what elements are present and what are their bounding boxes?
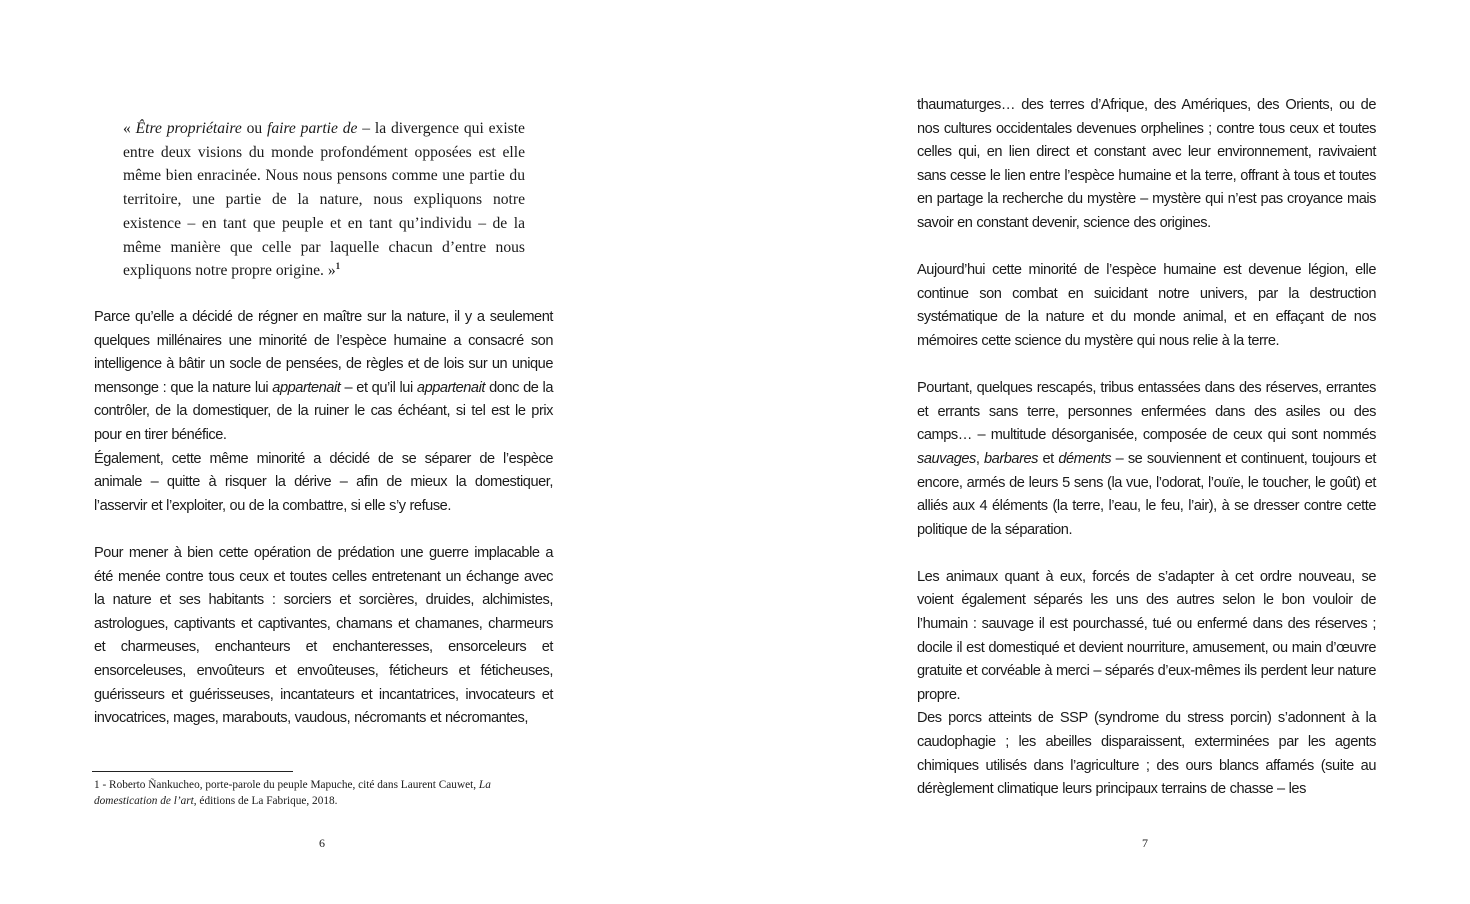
footnote-reference: 1 — [335, 261, 341, 272]
paragraph: Pourtant, quelques rescapés, tribus entassées dans des réserves, errantes et errants sans terre, personnes enfermées dans des asiles ou des camps… – multitude désorganisée, composée de ceux qui sont nommés sauvages, barbares et déments – se souviennent et continuent, toujours et encore, armés de leurs 5 sens (la vue, l’odorat, l’ouïe, le toucher, le goût) et alliés aux 4 éléments (la terre, l’eau, le feu, l’air), à se dresser contre cette politique de la séparation. — [917, 380, 1376, 538]
paragraph: Pour mener à bien cette opération de prédation une guerre implacable a été menée contre tous ceux et toutes celles entretenant un échange avec la nature et ses habitants : sorciers et sorcières, druides, alchimistes, astrologues, captivants et captivantes, chamans et chamanes, charmeurs et charmeuses, enchanteurs et enchanteresses, ensorceleurs et ensorceleuses, envoûteurs et envoûteuses, féticheurs et féticheuses, guérisseurs et guérisseuses, incantateurs et incantatrices, invocateurs et invocatrices, mages, marabouts, vaudous, nécromants et nécromantes, — [94, 544, 553, 727]
paragraph: Aujourd’hui cette minorité de l’espèce humaine est devenue légion, elle continue son combat en suicidant notre univers, par la destruction systématique de la nature et du monde animal, et en effaçant de nos mémoires cette science du mystère qui nous relie à la terre. — [917, 262, 1376, 349]
quote-italic-2: faire partie de — [266, 120, 358, 137]
footnote-divider — [92, 771, 293, 772]
paragraph: Les animaux quant à eux, forcés de s’adapter à cet ordre nouveau, se voient également séparés les uns des autres selon le bon vouloir de l’humain : sauvage il est pourchassé, tué ou enfermé dans des réserves ; docile il est domestiqué et devient nourriture, amusement, ou main d’œuvre gratuite et corvéable à merci – séparés d’eux-mêmes ils perdent leur nature propre. — [917, 568, 1376, 703]
paragraph: Également, cette même minorité a décidé de se séparer de l’espèce animale – quitte à risquer la dérive – afin de mieux la domestiquer, l’asservir et l’exploiter, ou de la combattre, si elle s’y refuse. — [94, 450, 553, 514]
paragraph: thaumaturges… des terres d’Afrique, des Amériques, des Orients, ou de nos cultures occidentales devenues orphelines ; contre tous ceux et toutes celles qui, en lien direct et constant avec leur environnement, ravivaient sans cesse le lien entre l’espèce humaine et la terre, offrant à tous et toutes en partage la recherche du mystère – mystère qui n’est pas croyance mais savoir en constant devenir, science des origines. — [917, 97, 1376, 231]
page-number: 6 — [319, 836, 325, 850]
right-body-text — [917, 94, 1376, 802]
footnote: 1 - Roberto Ñankucheo, porte-parole du peuple Mapuche, cité dans Laurent Cauwet, La domestication de l’art, éditions de La Fabrique, 2018. — [94, 779, 491, 807]
epigraph-quote — [123, 117, 525, 283]
right-page — [735, 0, 1470, 904]
page-number: 7 — [1142, 836, 1148, 850]
quote-italic-1: Être propriétaire — [135, 120, 242, 137]
left-body-text — [94, 306, 553, 731]
paragraph: Parce qu’elle a décidé de régner en maître sur la nature, il y a seulement quelques millénaires une minorité de l’espèce humaine a consacré son intelligence à bâtir un socle de pensées, de règles et de lois sur un unique mensonge : que la nature lui appartenait – et qu’il lui appartenait donc de la contrôler, de la domestiquer, de la ruiner le cas échéant, si tel est le prix pour en tirer bénéfice. — [94, 309, 553, 443]
quote-open: « — [123, 120, 136, 137]
quote-text-1: ou — [241, 120, 267, 137]
paragraph: Des porcs atteints de SSP (syndrome du stress porcin) s’adonnent à la caudophagie ; les abeilles disparaissent, exterminées par les agents chimiques utilisés dans l’agriculture ; des ours blancs affamés (suite au dérèglement climatique leurs principaux terrains de chasse – les — [917, 710, 1376, 798]
quote-text-2: – la divergence qui existe entre deux visions du monde profondément opposées est elle même bien enracinée. Nous nous pensons comme une partie du territoire, une partie de la nature, nous expliquons notre existence – en tant que peuple et en tant qu’individu – de la même manière que celle par laquelle chacun d’entre nous expliquons notre propre origine. » — [123, 120, 525, 280]
